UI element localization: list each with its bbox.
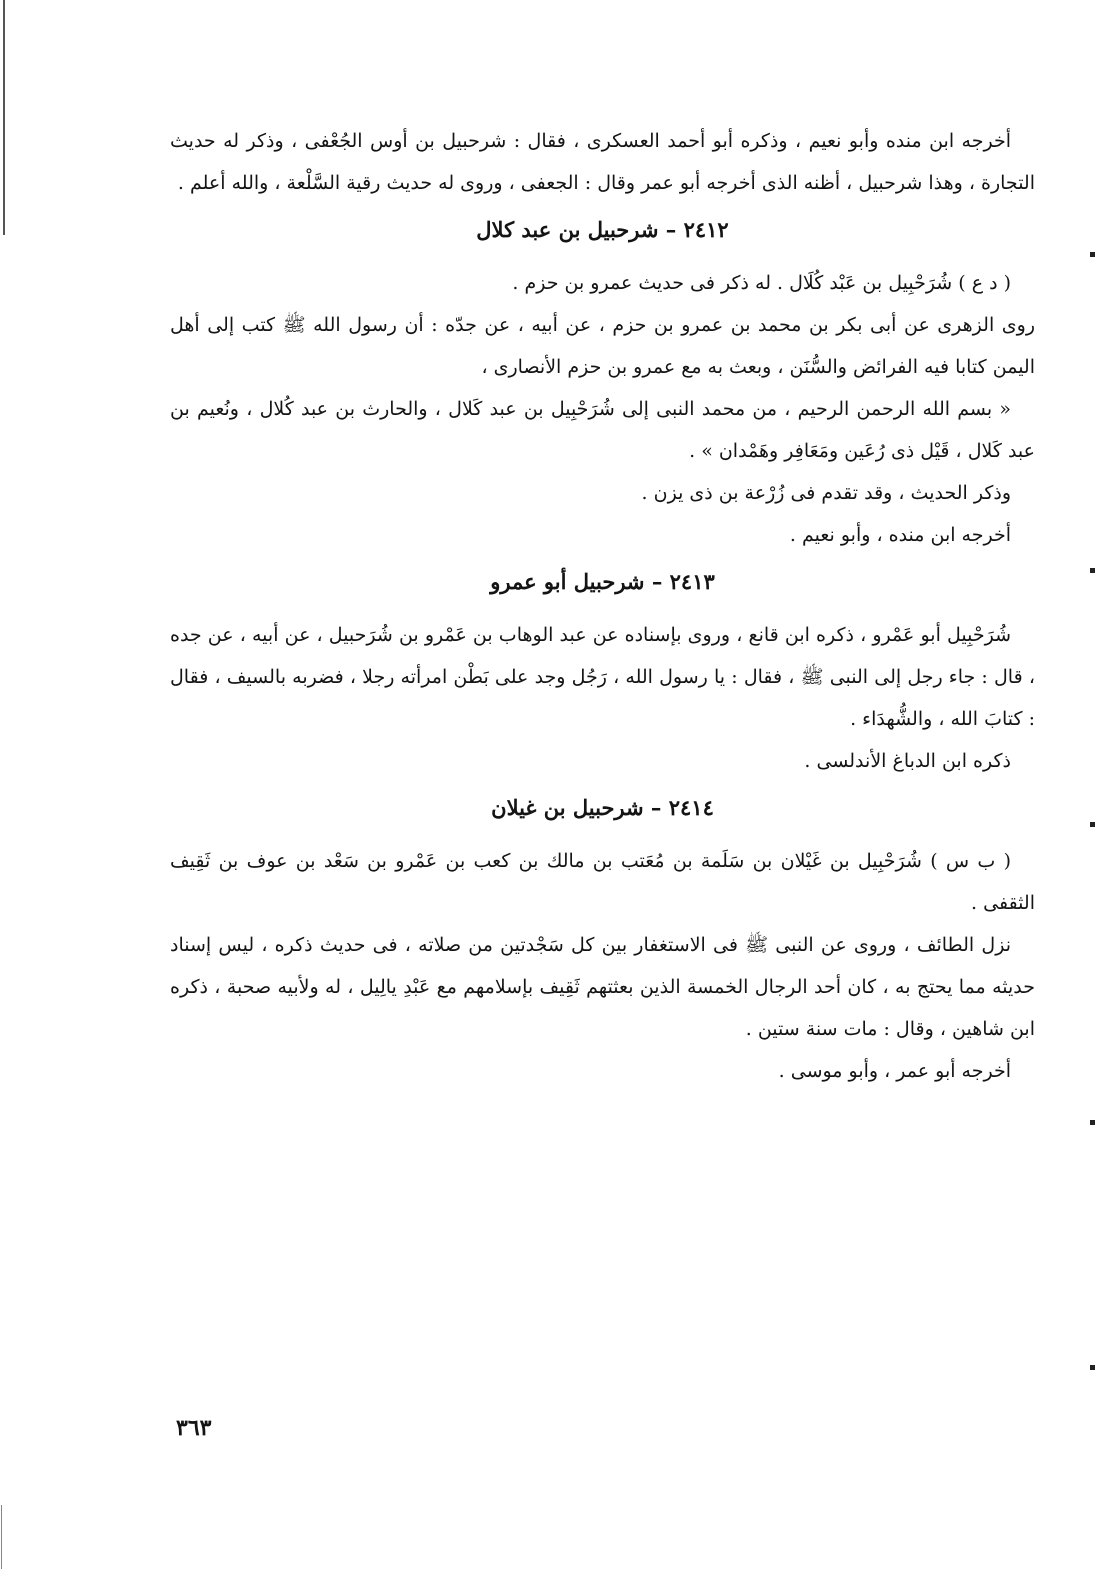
scan-edge-line (3, 0, 5, 235)
continuation-paragraph: أخرجه ابن منده وأبو نعيم ، وذكره أبو أحمد العسكرى ، فقال : شرحبيل بن أوس الجُعْفى ، وذكر له حديث التجارة ، وهذا شرحبيل ، أظنه الذى أخرجه أبو عمر وقال : الجعفى ، وروى له حديث رقية السَّلْعة ، والله أعلم . (170, 130, 1035, 194)
entry-2414-paragraph: أخرجه أبو عمر ، وأبو موسى . (778, 1060, 1011, 1082)
entry-2414-paragraph: ( ب س ) شُرَحْبِيل بن غَيْلان بن سَلَمة بن مُعَتب بن مالك بن كعب بن عَمْرو بن سَعْد بن عوف بن ثَقِيف الثقفى . (170, 850, 1035, 914)
entry-2413-title: ٢٤١٣ – شرحبيل أبو عمرو (490, 569, 715, 594)
entry-2412-paragraph: ( د ع ) شُرَحْبِيل بن عَبْد كُلَال . له ذكر فى حديث عمرو بن حزم . (512, 272, 1011, 294)
entry-2414-title: ٢٤١٤ – شرحبيل بن غيلان (491, 795, 714, 820)
scan-speck (1090, 1120, 1095, 1125)
scan-speck (1090, 252, 1095, 257)
scan-speck (1090, 822, 1095, 827)
entry-2412-paragraph: روى الزهرى عن أبى بكر بن محمد بن عمرو بن حزم ، عن أبيه ، عن جدّه : أن رسول الله ﷺ كتب إلى أهل اليمن كتابا فيه الفرائض والسُّنَن ، وبعث به مع عمرو بن حزم الأنصارى ، (170, 314, 1035, 378)
entry-2412-paragraph: وذكر الحديث ، وقد تقدم فى زُرْعة بن ذى يزن . (641, 482, 1011, 504)
entry-2412-paragraph: أخرجه ابن منده ، وأبو نعيم . (789, 524, 1011, 546)
scan-speck (1090, 568, 1095, 573)
entry-2413-paragraph: ذكره ابن الدباغ الأندلسى . (804, 750, 1011, 772)
page-body (170, 120, 1035, 1092)
entry-2413-paragraph: شُرَحْبِيل أبو عَمْرو ، ذكره ابن قانع ، وروى بإسناده عن عبد الوهاب بن عَمْرو بن شُرَحبيل ، عن أبيه ، عن جده ، قال : جاء رجل إلى النبى ﷺ ، فقال : يا رسول الله ، رَجُل وجد على بَطْن امرأته رجلا ، فضربه بالسيف ، فقال : كتابَ الله ، والشُّهدَاء . (170, 624, 1035, 730)
entry-2412-paragraph: « بسم الله الرحمن الرحيم ، من محمد النبى إلى شُرَحْبِيل بن عبد كَلال ، والحارث بن عبد كُلال ، ونُعيم بن عبد كَلال ، قَيْل ذى رُعَين ومَعَافِر وهَمْدان » . (170, 398, 1035, 462)
scan-speck (1090, 1365, 1095, 1370)
entry-2412-title: ٢٤١٢ – شرحبيل بن عبد كلال (476, 217, 729, 242)
scan-edge-line-bottom (1, 1505, 2, 1569)
page-number: ٣٦٣ (176, 1415, 212, 1441)
entry-2414-paragraph: نزل الطائف ، وروى عن النبى ﷺ فى الاستغفار بين كل سَجْدتين من صلاته ، فى حديث ذكره ، ليس إسناد حديثه مما يحتج به ، كان أحد الرجال الخمسة الذين بعثتهم ثَقِيف بإسلامهم مع عَبْدِ يالِيل ، له ولأبيه صحبة ، ذكره ابن شاهين ، وقال : مات سنة ستين . (170, 934, 1035, 1040)
